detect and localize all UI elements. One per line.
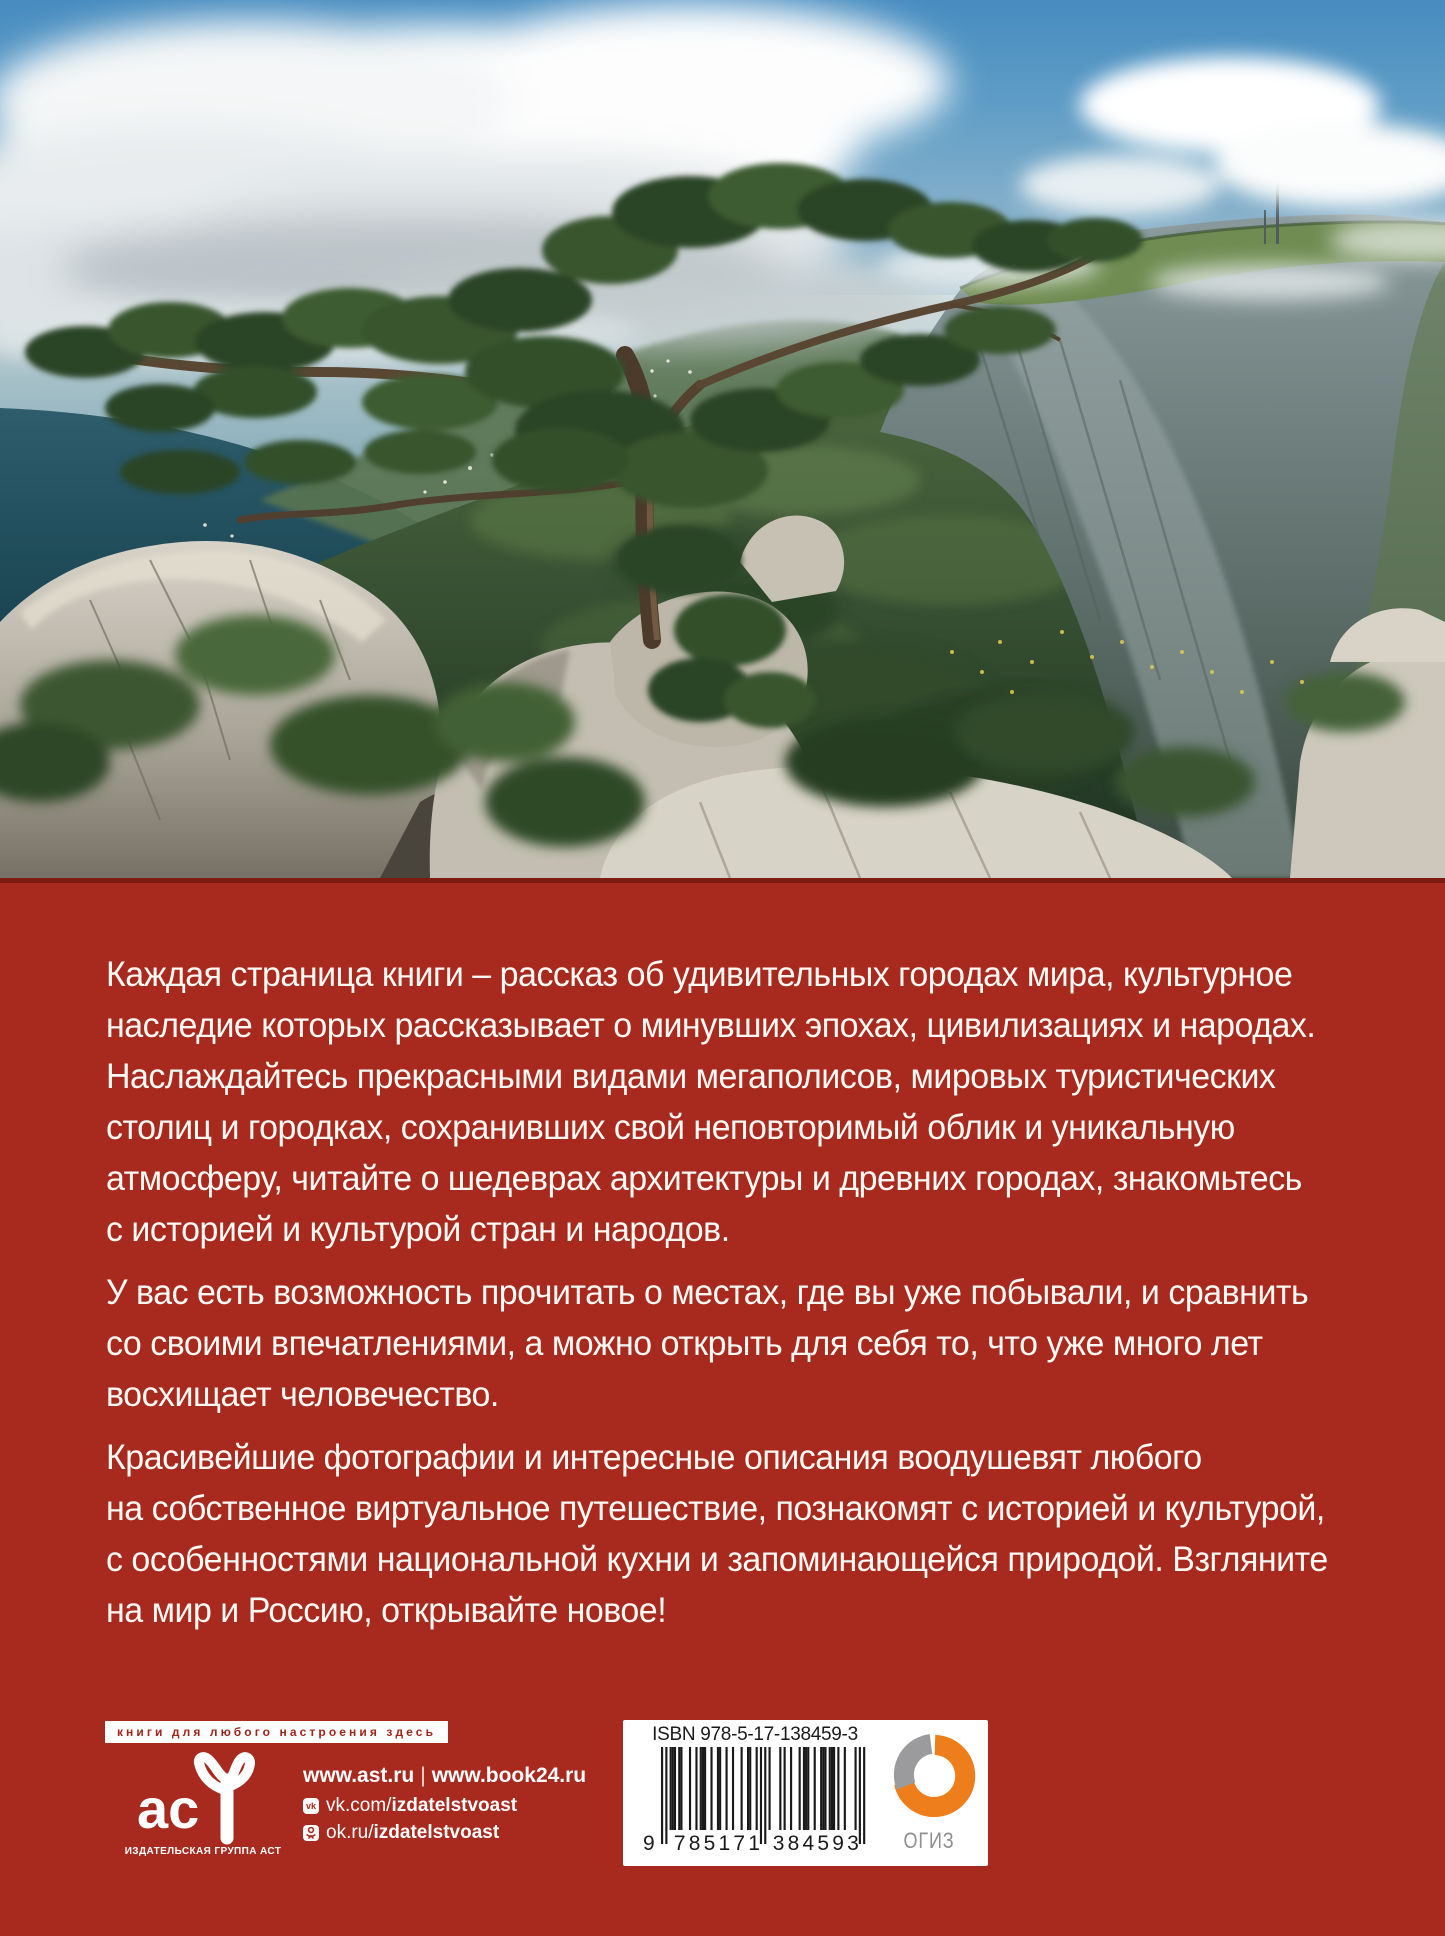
svg-text:384593: 384593 (772, 1832, 859, 1855)
ast-publisher-logo (123, 1750, 283, 1862)
vk-line (303, 1797, 586, 1815)
ok-icon (303, 1825, 319, 1841)
vk-account: izdatelstvoast (391, 1795, 518, 1816)
ast-logo-icon (123, 1750, 283, 1845)
ok-prefix: ok.ru/ (326, 1822, 374, 1843)
ok-line (303, 1824, 586, 1842)
website-ast: www.ast.ru (303, 1764, 415, 1787)
vk-link (326, 1795, 517, 1817)
paragraph-2: У вас есть возможность прочитать о местах, где вы уже побывали, и сравнить со своими впечатлениями, а можно открыть для себя то, что уже много лет восхищает человечество. (106, 1273, 1309, 1414)
ogiz-ring-icon (881, 1728, 977, 1824)
isbn-label: ISBN 978-5-17-138459-3 (652, 1724, 858, 1745)
ean13-barcode (639, 1747, 871, 1861)
cover-photo (0, 0, 1445, 878)
ast-logo-letters: ас (137, 1777, 200, 1840)
paragraph-3: Красивейшие фотографии и интересные описания воодушевят любого на собственное виртуальное путешествие, познакомят с историей и культурой, с особенностями национальной кухни и запоминающейся природой. Взгляните на мир и Россию, открывайте новое! (106, 1438, 1328, 1630)
ogiz-label: ОГИЗ (903, 1828, 955, 1853)
slogan-banner (105, 1721, 448, 1743)
ast-caption: ИЗДАТЕЛЬСКАЯ ГРУППА АСТ (124, 1846, 282, 1857)
annotation-text (106, 949, 1366, 1648)
vk-prefix: vk.com/ (326, 1795, 392, 1816)
ok-link (326, 1822, 499, 1844)
website-book24: www.book24.ru (431, 1764, 587, 1787)
websites-line (303, 1764, 586, 1788)
publisher-links (303, 1764, 586, 1842)
svg-text:785171: 785171 (673, 1832, 760, 1855)
svg-text:9: 9 (643, 1832, 655, 1855)
paragraph-1: Каждая страница книги – рассказ об удивительных городах мира, культурное наследие которых рассказывает о минувших эпохах, цивилизациях и народах. Наслаждайтесь прекрасными видами мегаполисов, мировых туристических столиц и городках, сохранивших свой неповторимый облик и уникальную атмосферу, читайте о шедеврах архитектуры и древних городах, знакомьтесь с историей и культурой стран и народов. (106, 955, 1316, 1249)
isbn-barcode-box (623, 1720, 988, 1866)
ok-account: izdatelstvoast (373, 1822, 500, 1843)
website-separator: | (420, 1764, 426, 1787)
vk-icon: vk (303, 1798, 319, 1814)
photo-bottom-divider (0, 878, 1445, 883)
ogiz-logo (881, 1728, 977, 1860)
slogan-text: книги для любого настроения здесь (116, 1725, 437, 1739)
